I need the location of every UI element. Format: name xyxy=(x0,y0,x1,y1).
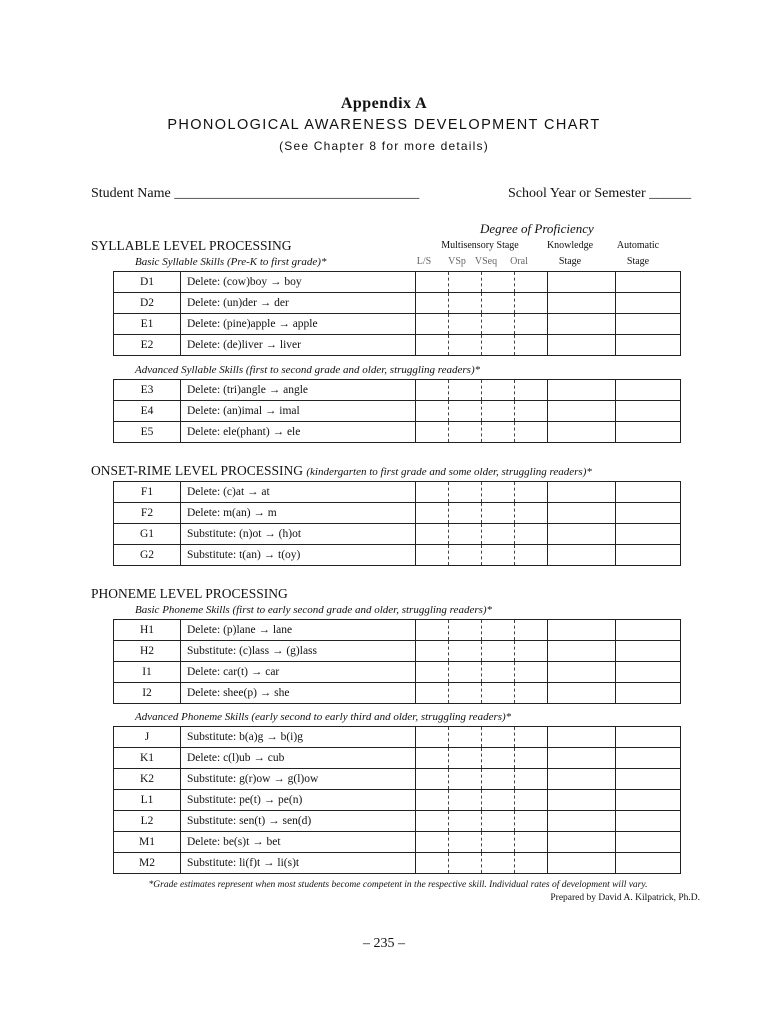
knowledge-stage-cell[interactable] xyxy=(548,662,616,683)
skill-code: L1 xyxy=(114,790,181,811)
automatic-stage-cell[interactable] xyxy=(616,620,681,641)
ls-checkbox-cell[interactable] xyxy=(416,683,449,704)
ls-checkbox-cell[interactable] xyxy=(416,620,449,641)
vseq-checkbox-cell[interactable] xyxy=(482,832,515,853)
skill-task: Substitute: b(a)g → b(i)g xyxy=(181,727,416,748)
skill-task: Delete: (cow)boy → boy xyxy=(181,272,416,293)
oral-checkbox-cell[interactable] xyxy=(515,524,548,545)
skill-task: Substitute: (n)ot → (h)ot xyxy=(181,524,416,545)
oral-checkbox-cell[interactable] xyxy=(515,314,548,335)
vseq-checkbox-cell[interactable] xyxy=(482,662,515,683)
skill-code: E2 xyxy=(114,335,181,356)
vseq-checkbox-cell[interactable] xyxy=(482,683,515,704)
automatic-stage-cell[interactable] xyxy=(616,272,681,293)
automatic-stage-cell[interactable] xyxy=(616,683,681,704)
vsp-checkbox-cell[interactable] xyxy=(449,790,482,811)
skill-code: E4 xyxy=(114,401,181,422)
vsp-checkbox-cell[interactable] xyxy=(449,293,482,314)
ls-checkbox-cell[interactable] xyxy=(416,832,449,853)
skill-code: J xyxy=(114,727,181,748)
syllable-basic-table xyxy=(113,271,681,356)
automatic-stage-cell[interactable] xyxy=(616,769,681,790)
vsp-label: VSp xyxy=(448,256,466,267)
skill-row xyxy=(114,335,681,356)
skill-row xyxy=(114,748,681,769)
ls-checkbox-cell[interactable] xyxy=(416,662,449,683)
vsp-checkbox-cell[interactable] xyxy=(449,545,482,566)
skill-code: M2 xyxy=(114,853,181,874)
oral-checkbox-cell[interactable] xyxy=(515,853,548,874)
skill-row xyxy=(114,422,681,443)
syllable-basic-label: Basic Syllable Skills (Pre-K to first grade)* xyxy=(135,256,327,268)
skill-row xyxy=(114,293,681,314)
skill-row xyxy=(114,832,681,853)
ls-checkbox-cell[interactable] xyxy=(416,293,449,314)
multisensory-stage-label: Multisensory Stage xyxy=(441,240,519,251)
automatic-stage-cell[interactable] xyxy=(616,524,681,545)
oral-checkbox-cell[interactable] xyxy=(515,503,548,524)
vseq-checkbox-cell[interactable] xyxy=(482,545,515,566)
vseq-checkbox-cell[interactable] xyxy=(482,335,515,356)
skill-code: D2 xyxy=(114,293,181,314)
skill-code: G2 xyxy=(114,545,181,566)
vsp-checkbox-cell[interactable] xyxy=(449,422,482,443)
automatic-stage-cell[interactable] xyxy=(616,727,681,748)
ls-checkbox-cell[interactable] xyxy=(416,790,449,811)
ls-checkbox-cell[interactable] xyxy=(416,727,449,748)
skill-code: F2 xyxy=(114,503,181,524)
phoneme-basic-table xyxy=(113,619,681,704)
vseq-checkbox-cell[interactable] xyxy=(482,790,515,811)
automatic-stage-cell[interactable] xyxy=(616,811,681,832)
skill-code: H1 xyxy=(114,620,181,641)
onset-rime-section-title xyxy=(91,463,592,479)
skill-row xyxy=(114,811,681,832)
oral-checkbox-cell[interactable] xyxy=(515,811,548,832)
skill-row xyxy=(114,272,681,293)
ls-checkbox-cell[interactable] xyxy=(416,769,449,790)
vsp-checkbox-cell[interactable] xyxy=(449,380,482,401)
skill-row xyxy=(114,769,681,790)
knowledge-stage-cell[interactable] xyxy=(548,683,616,704)
vsp-checkbox-cell[interactable] xyxy=(449,524,482,545)
oral-checkbox-cell[interactable] xyxy=(515,641,548,662)
automatic-stage-cell[interactable] xyxy=(616,662,681,683)
skill-row xyxy=(114,380,681,401)
syllable-advanced-table xyxy=(113,379,681,443)
automatic-stage-cell[interactable] xyxy=(616,748,681,769)
vseq-checkbox-cell[interactable] xyxy=(482,272,515,293)
skill-row xyxy=(114,727,681,748)
ls-checkbox-cell[interactable] xyxy=(416,811,449,832)
oral-checkbox-cell[interactable] xyxy=(515,380,548,401)
automatic-stage-cell[interactable] xyxy=(616,832,681,853)
skill-task: Delete: (p)lane → lane xyxy=(181,620,416,641)
skill-task: Substitute: g(r)ow → g(l)ow xyxy=(181,769,416,790)
chart-title: PHONOLOGICAL AWARENESS DEVELOPMENT CHART xyxy=(167,117,601,133)
skill-row xyxy=(114,662,681,683)
skill-code: E5 xyxy=(114,422,181,443)
skill-row xyxy=(114,790,681,811)
phoneme-section-title: PHONEME LEVEL PROCESSING xyxy=(91,586,288,601)
skill-code: E1 xyxy=(114,314,181,335)
oral-checkbox-cell[interactable] xyxy=(515,545,548,566)
chart-subtitle: (See Chapter 8 for more details) xyxy=(279,139,489,153)
knowledge-stage-cell[interactable] xyxy=(548,727,616,748)
skill-code: H2 xyxy=(114,641,181,662)
automatic-stage-cell[interactable] xyxy=(616,482,681,503)
knowledge-stage-cell[interactable] xyxy=(548,293,616,314)
skill-code: M1 xyxy=(114,832,181,853)
vseq-checkbox-cell[interactable] xyxy=(482,727,515,748)
vsp-checkbox-cell[interactable] xyxy=(449,335,482,356)
knowledge-stage-cell[interactable] xyxy=(548,380,616,401)
footnote: *Grade estimates represent when most students become competent in the respective skill. Individual rates of development will vary. xyxy=(148,880,648,890)
vsp-checkbox-cell[interactable] xyxy=(449,769,482,790)
skill-task: Delete: (c)at → at xyxy=(181,482,416,503)
skill-task: Substitute: li(f)t → li(s)t xyxy=(181,853,416,874)
skill-code: I2 xyxy=(114,683,181,704)
automatic-stage-cell[interactable] xyxy=(616,293,681,314)
onset-rime-title-text: ONSET-RIME LEVEL PROCESSING xyxy=(91,463,304,478)
skill-code: G1 xyxy=(114,524,181,545)
vsp-checkbox-cell[interactable] xyxy=(449,853,482,874)
student-name-field[interactable]: Student Name ___________________________________ xyxy=(91,186,420,201)
automatic-stage-label: Stage xyxy=(626,256,650,267)
skill-task: Delete: (de)liver → liver xyxy=(181,335,416,356)
ls-checkbox-cell[interactable] xyxy=(416,545,449,566)
vsp-checkbox-cell[interactable] xyxy=(449,662,482,683)
vseq-checkbox-cell[interactable] xyxy=(482,748,515,769)
vseq-checkbox-cell[interactable] xyxy=(482,641,515,662)
vseq-checkbox-cell[interactable] xyxy=(482,401,515,422)
skill-task: Delete: shee(p) → she xyxy=(181,683,416,704)
skill-task: Delete: (un)der → der xyxy=(181,293,416,314)
ls-label: L/S xyxy=(416,256,432,267)
vseq-checkbox-cell[interactable] xyxy=(482,293,515,314)
knowledge-stage-label: Stage xyxy=(558,256,582,267)
vsp-checkbox-cell[interactable] xyxy=(449,683,482,704)
skill-task: Delete: (an)imal → imal xyxy=(181,401,416,422)
automatic-stage-cell[interactable] xyxy=(616,545,681,566)
automatic-stage-cell[interactable] xyxy=(616,853,681,874)
automatic-stage-cell[interactable] xyxy=(616,335,681,356)
knowledge-stage-cell[interactable] xyxy=(548,748,616,769)
knowledge-stage-cell[interactable] xyxy=(548,335,616,356)
vsp-checkbox-cell[interactable] xyxy=(449,748,482,769)
skill-code: E3 xyxy=(114,380,181,401)
ls-checkbox-cell[interactable] xyxy=(416,524,449,545)
knowledge-stage-cell[interactable] xyxy=(548,401,616,422)
skill-task: Delete: (pine)apple → apple xyxy=(181,314,416,335)
ls-checkbox-cell[interactable] xyxy=(416,853,449,874)
oral-checkbox-cell[interactable] xyxy=(515,335,548,356)
knowledge-stage-cell[interactable] xyxy=(548,769,616,790)
oral-checkbox-cell[interactable] xyxy=(515,662,548,683)
skill-row xyxy=(114,503,681,524)
knowledge-stage-cell[interactable] xyxy=(548,545,616,566)
onset-rime-title-note: (kindergarten to first grade and some older, struggling readers)* xyxy=(306,466,592,478)
skill-row xyxy=(114,641,681,662)
skill-row xyxy=(114,853,681,874)
knowledge-stage-cell[interactable] xyxy=(548,853,616,874)
knowledge-stage-cell[interactable] xyxy=(548,832,616,853)
knowledge-stage-cell[interactable] xyxy=(548,811,616,832)
ls-checkbox-cell[interactable] xyxy=(416,748,449,769)
ls-checkbox-cell[interactable] xyxy=(416,503,449,524)
syllable-advanced-label: Advanced Syllable Skills (first to second grade and older, struggling readers)* xyxy=(135,364,481,376)
knowledge-stage-cell[interactable] xyxy=(548,503,616,524)
skill-code: I1 xyxy=(114,662,181,683)
ls-checkbox-cell[interactable] xyxy=(416,401,449,422)
skill-code: K1 xyxy=(114,748,181,769)
vseq-checkbox-cell[interactable] xyxy=(482,811,515,832)
vsp-checkbox-cell[interactable] xyxy=(449,641,482,662)
syllable-section-title: SYLLABLE LEVEL PROCESSING xyxy=(91,238,292,253)
skill-task: Delete: car(t) → car xyxy=(181,662,416,683)
knowledge-stage-cell[interactable] xyxy=(548,272,616,293)
phoneme-advanced-table xyxy=(113,726,681,874)
vseq-checkbox-cell[interactable] xyxy=(482,482,515,503)
skill-task: Delete: ele(phant) → ele xyxy=(181,422,416,443)
automatic-stage-cell[interactable] xyxy=(616,401,681,422)
vseq-checkbox-cell[interactable] xyxy=(482,380,515,401)
skill-row xyxy=(114,620,681,641)
ls-checkbox-cell[interactable] xyxy=(416,335,449,356)
ls-checkbox-cell[interactable] xyxy=(416,482,449,503)
phoneme-basic-label: Basic Phoneme Skills (first to early second grade and older, struggling readers)* xyxy=(135,604,493,616)
oral-checkbox-cell[interactable] xyxy=(515,790,548,811)
vsp-checkbox-cell[interactable] xyxy=(449,401,482,422)
oral-checkbox-cell[interactable] xyxy=(515,620,548,641)
oral-checkbox-cell[interactable] xyxy=(515,401,548,422)
ls-checkbox-cell[interactable] xyxy=(416,314,449,335)
skill-row xyxy=(114,314,681,335)
skill-row xyxy=(114,524,681,545)
onset-rime-table xyxy=(113,481,681,566)
credit-line: Prepared by David A. Kilpatrick, Ph.D. xyxy=(550,893,700,903)
automatic-stage-cell[interactable] xyxy=(616,380,681,401)
oral-checkbox-cell[interactable] xyxy=(515,748,548,769)
vsp-checkbox-cell[interactable] xyxy=(449,314,482,335)
vseq-checkbox-cell[interactable] xyxy=(482,314,515,335)
phoneme-advanced-label: Advanced Phoneme Skills (early second to early third and older, struggling readers)* xyxy=(135,711,512,723)
skill-row xyxy=(114,683,681,704)
vsp-checkbox-cell[interactable] xyxy=(449,727,482,748)
skill-row xyxy=(114,401,681,422)
skill-code: F1 xyxy=(114,482,181,503)
oral-checkbox-cell[interactable] xyxy=(515,422,548,443)
skill-task: Delete: m(an) → m xyxy=(181,503,416,524)
knowledge-stage-cell[interactable] xyxy=(548,620,616,641)
ls-checkbox-cell[interactable] xyxy=(416,272,449,293)
automatic-stage-cell[interactable] xyxy=(616,314,681,335)
oral-label: Oral xyxy=(510,256,528,267)
knowledge-stage-cell[interactable] xyxy=(548,524,616,545)
automatic-stage-cell[interactable] xyxy=(616,790,681,811)
knowledge-stage-cell[interactable] xyxy=(548,422,616,443)
vseq-checkbox-cell[interactable] xyxy=(482,524,515,545)
appendix-label: Appendix A xyxy=(340,95,428,112)
oral-checkbox-cell[interactable] xyxy=(515,727,548,748)
vsp-checkbox-cell[interactable] xyxy=(449,482,482,503)
vsp-checkbox-cell[interactable] xyxy=(449,272,482,293)
vsp-checkbox-cell[interactable] xyxy=(449,811,482,832)
vseq-label: VSeq xyxy=(474,256,498,267)
skill-task: Substitute: sen(t) → sen(d) xyxy=(181,811,416,832)
skill-code: K2 xyxy=(114,769,181,790)
knowledge-label: Knowledge xyxy=(546,240,594,251)
oral-checkbox-cell[interactable] xyxy=(515,293,548,314)
skill-task: Substitute: t(an) → t(oy) xyxy=(181,545,416,566)
automatic-stage-cell[interactable] xyxy=(616,503,681,524)
automatic-stage-cell[interactable] xyxy=(616,641,681,662)
automatic-stage-cell[interactable] xyxy=(616,422,681,443)
skill-code: L2 xyxy=(114,811,181,832)
school-year-field[interactable]: School Year or Semester ______ xyxy=(508,186,692,201)
skill-task: Delete: (tri)angle → angle xyxy=(181,380,416,401)
knowledge-stage-cell[interactable] xyxy=(548,314,616,335)
ls-checkbox-cell[interactable] xyxy=(416,641,449,662)
vseq-checkbox-cell[interactable] xyxy=(482,503,515,524)
knowledge-stage-cell[interactable] xyxy=(548,641,616,662)
oral-checkbox-cell[interactable] xyxy=(515,832,548,853)
knowledge-stage-cell[interactable] xyxy=(548,482,616,503)
oral-checkbox-cell[interactable] xyxy=(515,683,548,704)
skill-task: Delete: c(l)ub → cub xyxy=(181,748,416,769)
knowledge-stage-cell[interactable] xyxy=(548,790,616,811)
oral-checkbox-cell[interactable] xyxy=(515,272,548,293)
vsp-checkbox-cell[interactable] xyxy=(449,832,482,853)
degree-of-proficiency-label: Degree of Proficiency xyxy=(480,221,594,236)
skill-row xyxy=(114,482,681,503)
skill-row xyxy=(114,545,681,566)
oral-checkbox-cell[interactable] xyxy=(515,769,548,790)
ls-checkbox-cell[interactable] xyxy=(416,422,449,443)
oral-checkbox-cell[interactable] xyxy=(515,482,548,503)
skill-code: D1 xyxy=(114,272,181,293)
vseq-checkbox-cell[interactable] xyxy=(482,422,515,443)
vseq-checkbox-cell[interactable] xyxy=(482,620,515,641)
skill-task: Delete: be(s)t → bet xyxy=(181,832,416,853)
vsp-checkbox-cell[interactable] xyxy=(449,620,482,641)
page-number: – 235 – xyxy=(363,936,405,951)
automatic-label: Automatic xyxy=(616,240,660,251)
skill-task: Substitute: (c)lass → (g)lass xyxy=(181,641,416,662)
vseq-checkbox-cell[interactable] xyxy=(482,769,515,790)
skill-task: Substitute: pe(t) → pe(n) xyxy=(181,790,416,811)
vsp-checkbox-cell[interactable] xyxy=(449,503,482,524)
vseq-checkbox-cell[interactable] xyxy=(482,853,515,874)
ls-checkbox-cell[interactable] xyxy=(416,380,449,401)
